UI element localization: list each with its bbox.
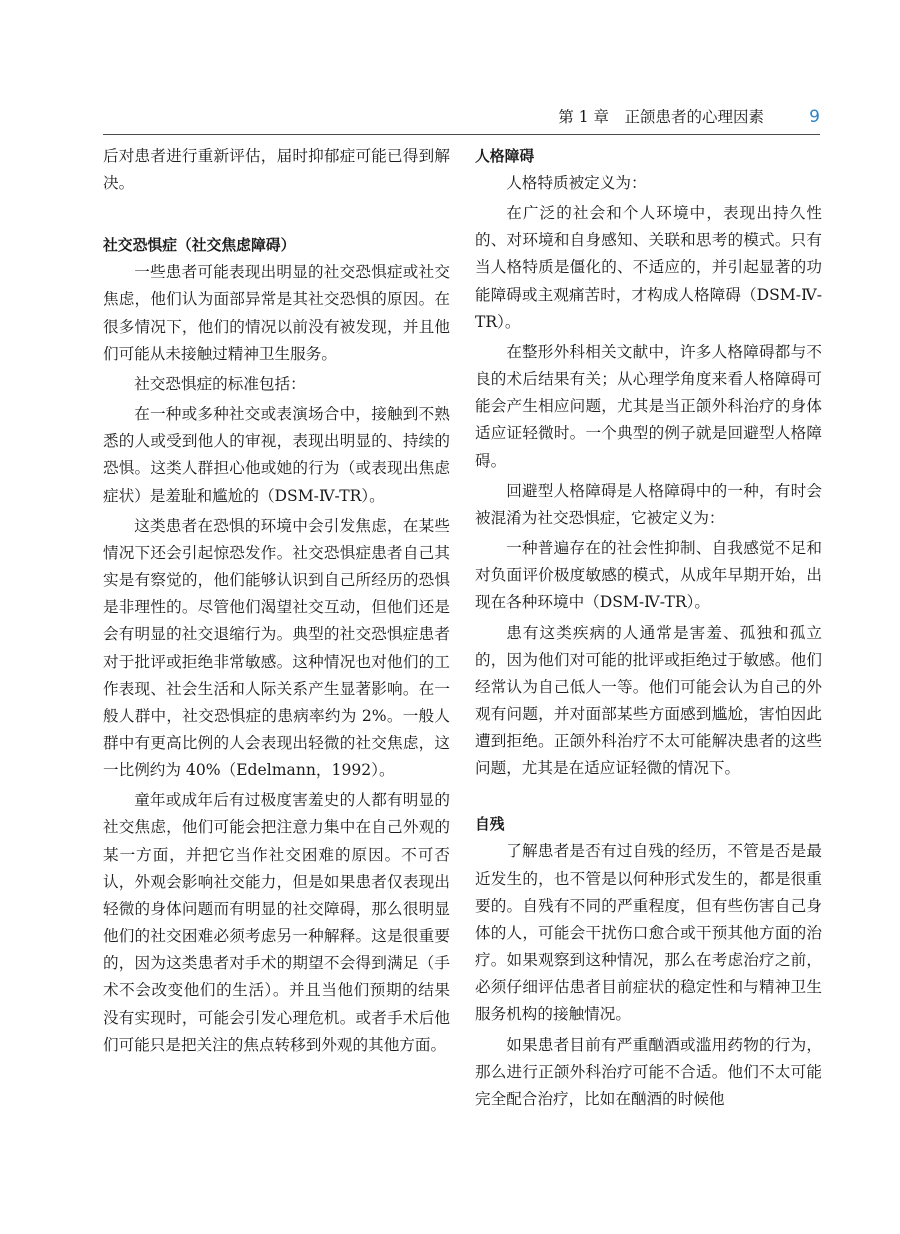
chapter-title: 第 1 章 正颌患者的心理因素 — [558, 108, 764, 126]
spacer — [475, 785, 822, 811]
body-paragraph: 回避型人格障碍是人格障碍中的一种，有时会被混淆为社交恐惧症，它被定义为： — [475, 481, 822, 527]
page-number: 9 — [809, 107, 820, 127]
definition-intro: 人格特质被定义为： — [506, 174, 647, 192]
body-paragraph: 了解患者是否有过自残的经历，不管是否是最近发生的，也不管是以何种形式发生的，都是很重要的。自残有不同的严重程度，但有些伤害自己身体的人，可能会干扰伤口愈合或干预其他方面的治疗。如果观察到这种情况，那么在考虑治疗之前，必须仔细评估患者目前症状的稳定性和与精神卫生服务机构的接触情况。 — [475, 842, 822, 1024]
section-heading-social-phobia: 社交恐惧症（社交焦虑障碍） — [103, 237, 296, 255]
body-paragraph: 一些患者可能表现出明显的社交恐惧症或社交焦虑，他们认为面部异常是其社交恐惧的原因。在很多情况下，他们的情况以前没有被发现，并且他们可能从未接触过精神卫生服务。 — [103, 263, 450, 363]
personality-definition: 在广泛的社会和个人环境中，表现出持久性的、对环境和自身感知、关联和思考的模式。只有当人格特质是僵化的、不适应的，并引起显著的功能障碍或主观痛苦时，才构成人格障碍（DSM-Ⅳ-TR）。 — [475, 204, 822, 331]
body-paragraph: 患有这类疾病的人通常是害羞、孤独和孤立的，因为他们对可能的批评或拒绝过于敏感。他们经常认为自己低人一等。他们可能会认为自己的外观有问题，并对面部某些方面感到尴尬，害怕因此遭到拒绝。正颌外科治疗不太可能解决患者的这些问题，尤其是在适应证轻微的情况下。 — [475, 623, 822, 778]
avoidant-definition: 一种普遍存在的社会性抑制、自我感觉不足和对负面评价极度敏感的模式，从成年早期开始，出现在各种环境中（DSM-Ⅳ-TR）。 — [475, 539, 822, 612]
section-heading-personality-disorder: 人格障碍 — [475, 148, 535, 165]
body-paragraph: 在整形外科相关文献中，许多人格障碍都与不良的术后结果有关；从心理学角度来看人格障碍可能会产生相应问题，尤其是当正颌外科治疗的身体适应证轻微时。一个典型的例子就是回避型人格障碍。 — [475, 342, 822, 470]
body-paragraph: 这类患者在恐惧的环境中会引发焦虑，在某些情况下还会引起惊恐发作。社交恐惧症患者自己其实是有察觉的，他们能够认识到自己所经历的恐惧是非理性的。尽管他们渴望社交互动，但他们还是会有明显的社交退缩行为。典型的社交恐惧症患者对于批评或拒绝非常敏感。这种情况也对他们的工作表现、社会生活和人际关系产生显著影响。在一般人群中，社交恐惧症的患病率约为 2%。一般人群中有更高比例的人会表现出轻微的社交焦虑，这一比例约为 40%（Edelmann，1992）。 — [103, 516, 450, 780]
section-heading-self-harm: 自残 — [475, 816, 505, 834]
left-column — [103, 143, 450, 1062]
right-column — [475, 143, 822, 1116]
body-paragraph: 童年或成年后有过极度害羞史的人都有明显的社交焦虑，他们可能会把注意力集中在自己外观的某一方面，并把它当作社交困难的原因。不可否认，外观会影响社交能力，但是如果患者仅表现出轻微的身体问题而有明显的社交障碍，那么很明显他们的社交困难必须考虑另一种解释。这是很重要的，因为这类患者对手术的期望不会得到满足（手术不会改变他们的生活）。并且当他们预期的结果没有实现时，可能会引发心理危机。或者手术后他们可能只是把关注的焦点转移到外观的其他方面。 — [103, 791, 450, 1054]
criteria-intro: 社交恐惧症的标准包括： — [134, 374, 306, 393]
body-paragraph: 如果患者目前有严重酗酒或滥用药物的行为，那么进行正颌外科治疗可能不合适。他们不太可能完全配合治疗，比如在酗酒的时候他 — [475, 1035, 822, 1108]
spacer — [103, 200, 450, 232]
header-divider — [103, 134, 820, 135]
continued-paragraph: 后对患者进行重新评估，届时抑郁症可能已得到解决。 — [103, 147, 450, 193]
criteria-definition: 在一种或多种社交或表演场合中，接触到不熟悉的人或受到他人的审视，表现出明显的、持续的恐惧。这类人群担心他或她的行为（或表现出焦虑症状）是羞耻和尴尬的（DSM-Ⅳ-TR）。 — [103, 405, 450, 505]
running-header — [103, 106, 820, 128]
